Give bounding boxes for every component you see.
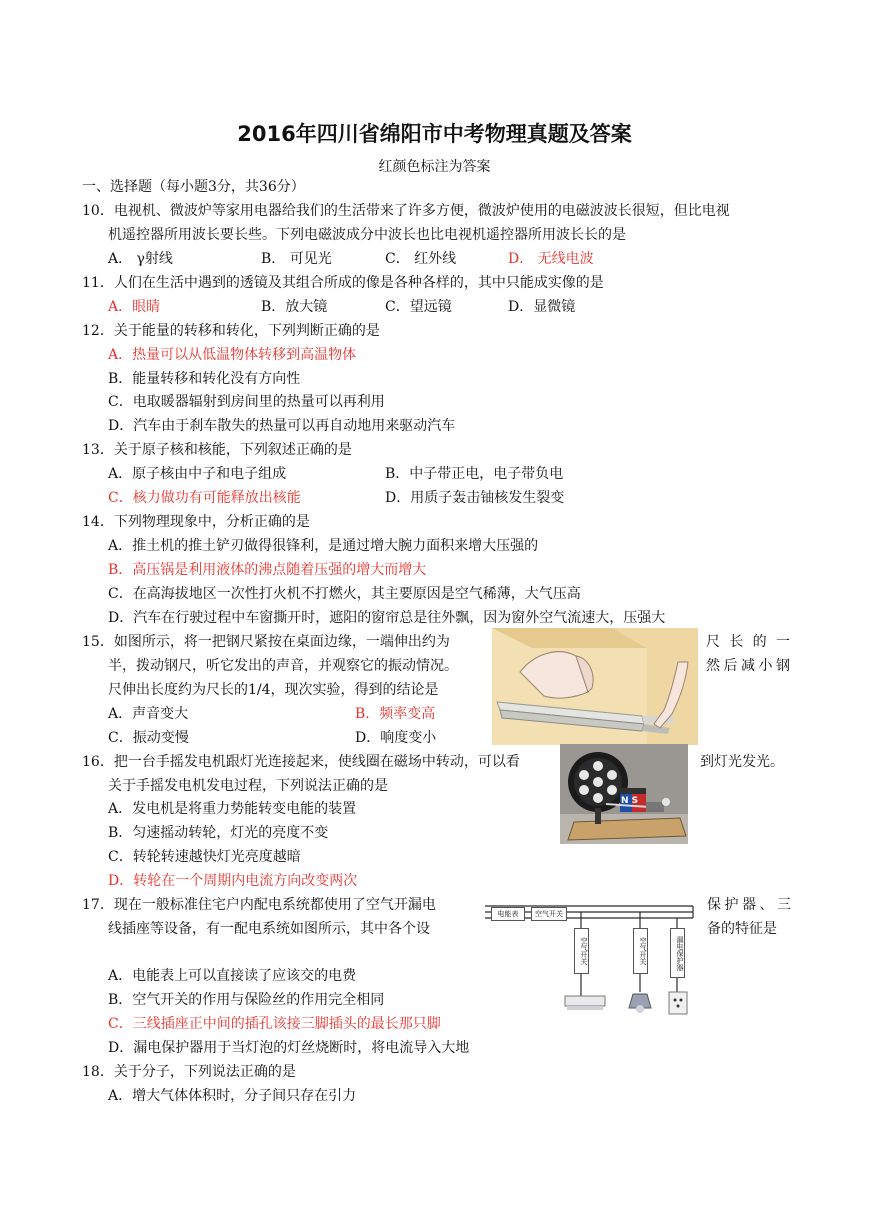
leakage-protector-box: 漏电保护器 xyxy=(670,928,685,978)
answer-legend: 红颜色标注为答案 xyxy=(378,159,491,175)
q18-stem: 18．关于分子，下列说法正确的是 xyxy=(82,1064,296,1080)
q13-option-c-answer: C．核力做功有可能释放出核能 xyxy=(108,490,301,506)
q11-option-a-answer: A．眼睛 xyxy=(108,299,161,315)
q10-option-b: B． 可见光 xyxy=(261,251,332,267)
q17-stem-line2: 线插座等设备，有一配电系统如图所示，其中各个设 xyxy=(108,921,430,937)
q10-option-a: A． γ射线 xyxy=(108,251,173,267)
q15-char: 后 xyxy=(723,658,738,674)
generator-illustration xyxy=(560,744,688,844)
q17-char: 护 xyxy=(724,897,739,913)
q10-option-d-answer: D． 无线电波 xyxy=(508,251,594,267)
q15-option-b-answer: B．频率变高 xyxy=(355,706,436,722)
q14-option-b-answer: B．高压锅是利用液体的沸点随着压强的增大而增大 xyxy=(108,562,427,578)
q14-stem: 14．下列物理现象中，分析正确的是 xyxy=(82,514,310,530)
q12-stem: 12．关于能量的转移和转化，下列判断正确的是 xyxy=(82,323,380,339)
q15-char: 钢 xyxy=(776,658,790,674)
q17-char: 三 xyxy=(777,897,791,913)
q15-stem-line2: 半，拨动钢尺，听它发出的声音，并观察它的振动情况。 xyxy=(108,658,458,674)
q13-option-d: D．用质子轰击铀核发生裂变 xyxy=(385,490,565,506)
q15-option-a: A．声音变大 xyxy=(108,706,189,722)
q16-stem-line1-end: 到灯光发光。 xyxy=(700,754,784,770)
q14-option-c: C．在高海拔地区一次性打火机不打燃火，其主要原因是空气稀薄，大气压高 xyxy=(108,586,581,602)
q18-option-a: A．增大气体体积时，分子间只存在引力 xyxy=(108,1088,357,1104)
q16-stem-line2: 关于手摇发电机发电过程，下列说法正确的是 xyxy=(108,778,388,794)
q16-option-b: B．匀速摇动转轮，灯光的亮度不变 xyxy=(108,825,329,841)
q16-option-d-answer: D．转轮在一个周期内电流方向改变两次 xyxy=(108,873,358,889)
q17-stem-line1-end xyxy=(707,896,791,914)
energy-meter-box: 电能表 xyxy=(491,907,525,921)
q15-char: 一 xyxy=(775,634,790,650)
q15-char: 的 xyxy=(752,634,767,650)
q17-option-c-answer: C．三线插座正中间的插孔该接三脚插头的最长那只脚 xyxy=(108,1016,441,1032)
hand-crank-generator-figure xyxy=(560,744,688,844)
q11-option-d: D．显微镜 xyxy=(508,299,576,315)
q13-option-b: B．中子带正电，电子带负电 xyxy=(385,466,564,482)
q17-stem-line2-end: 备的特征是 xyxy=(707,921,777,937)
air-switch-box-1: 空气开关 xyxy=(574,928,589,974)
q12-option-d: D．汽车由于刹车散失的热量可以再自动地用来驱动汽车 xyxy=(108,418,456,434)
q14-option-d: D．汽车在行驶过程中车窗撕开时，遮阳的窗帘总是往外飘，因为窗外空气流速大，压强大 xyxy=(108,610,666,626)
q15-char: 减 xyxy=(741,658,755,674)
q15-char: 然 xyxy=(706,658,720,674)
q17-option-d: D．漏电保护器用于当灯泡的灯丝烧断时，将电流导入大地 xyxy=(108,1040,470,1056)
q15-option-c: C．振动变慢 xyxy=(108,730,189,746)
q13-stem: 13．关于原子核和核能，下列叙述正确的是 xyxy=(82,442,352,458)
q15-char: 长 xyxy=(729,634,744,650)
q15-option-d: D．响度变小 xyxy=(355,730,437,746)
q12-option-a-answer: A．热量可以从低温物体转移到高温物体 xyxy=(108,347,357,363)
q15-stem-line2-end xyxy=(706,657,790,675)
main-air-switch-box: 空气开关 xyxy=(531,907,567,921)
q15-char: 小 xyxy=(758,658,773,674)
ruler-vibration-figure xyxy=(492,628,698,745)
q17-char: 保 xyxy=(707,897,721,913)
q10-stem-line1: 10．电视机、微波炉等家用电器给我们的生活带来了许多方便，微波炉使用的电磁波波长很短，但比电视 xyxy=(82,203,730,219)
q14-option-a: A．推土机的推土铲刃做得很锋利，是通过增大腕力面积来增大压强的 xyxy=(108,538,539,554)
q10-stem-line2: 机遥控器所用波长要长些。下列电磁波成分中波长也比电视机遥控器所用波长长的是 xyxy=(108,227,626,243)
q17-stem-line1: 17．现在一般标准住宅户内配电系统都使用了空气开漏电 xyxy=(82,897,436,913)
q16-option-a: A．发电机是将重力势能转变电能的装置 xyxy=(108,801,357,817)
q11-option-c: C．望远镜 xyxy=(385,299,452,315)
ruler-illustration xyxy=(492,628,698,745)
q12-option-b: B．能量转移和转化没有方向性 xyxy=(108,371,301,387)
q17-option-b: B．空气开关的作用与保险丝的作用完全相同 xyxy=(108,992,385,1008)
q15-stem-line1: 15．如图所示，将一把钢尺紧按在桌面边缘，一端伸出约为 xyxy=(82,634,450,650)
q11-stem: 11．人们在生活中遇到的透镜及其组合所成的像是各种各样的，其中只能成实像的是 xyxy=(82,275,604,291)
distribution-circuit-diagram xyxy=(485,896,700,1020)
magnet-poles-label: N S xyxy=(621,796,639,806)
q15-char: 尺 xyxy=(706,634,720,650)
q16-stem-line1: 16．把一台手摇发电机跟灯光连接起来，使线圈在磁场中转动，可以看 xyxy=(82,754,520,770)
air-switch-box-2: 空气开关 xyxy=(633,928,648,974)
q12-option-c: C．电取暖器辐射到房间里的热量可以再利用 xyxy=(108,394,385,410)
q16-option-c: C．转轮转速越快灯光亮度越暗 xyxy=(108,849,301,865)
q10-option-c: C． 红外线 xyxy=(385,251,457,267)
q17-char: 、 xyxy=(759,897,774,913)
page-title: 2016年四川省绵阳市中考物理真题及答案 xyxy=(237,122,632,146)
q17-char: 器 xyxy=(742,897,756,913)
q15-stem-line3: 尺伸出长度约为尺长的1/4，现次实验，得到的结论是 xyxy=(108,682,439,698)
q13-option-a: A．原子核由中子和电子组成 xyxy=(108,466,287,482)
q11-option-b: B．放大镜 xyxy=(261,299,328,315)
q17-option-a: A．电能表上可以直接读了应该交的电费 xyxy=(108,968,357,984)
q15-stem-line1-end xyxy=(706,633,790,651)
section-heading: 一、选择题（每小题3分，共36分） xyxy=(82,179,305,195)
